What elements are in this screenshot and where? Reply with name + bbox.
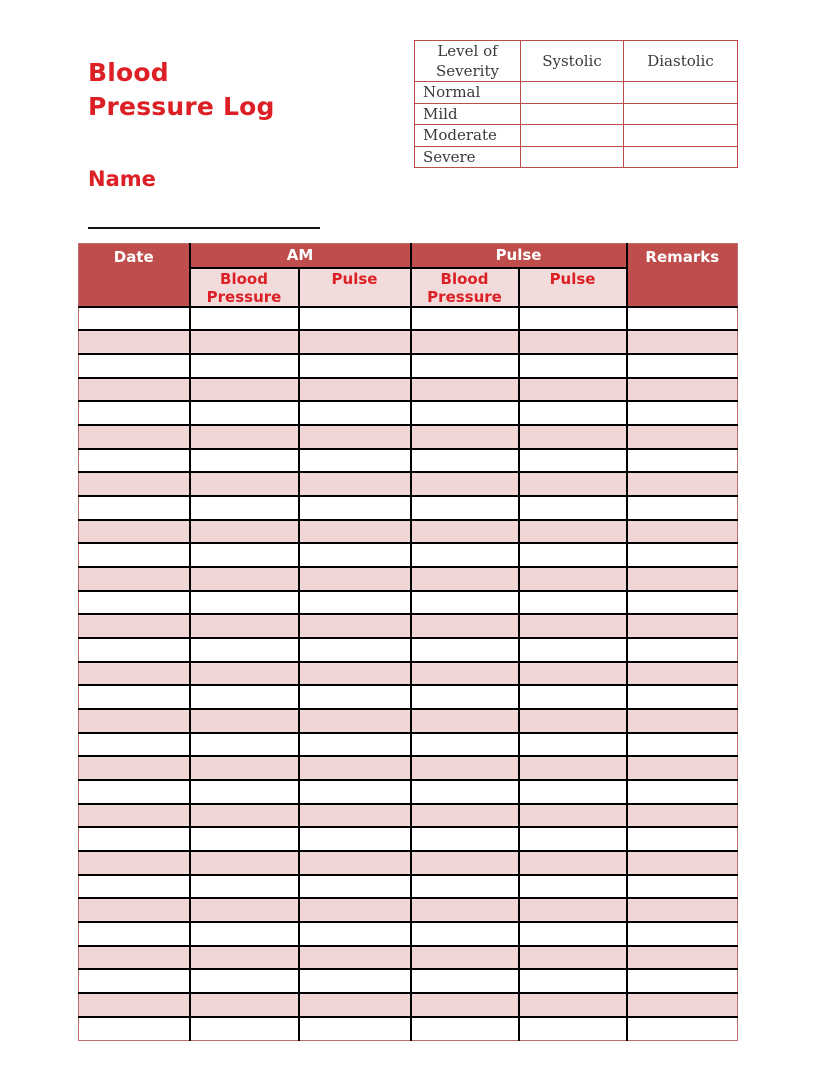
log-header-pm-group: Pulse (411, 244, 627, 268)
cell-remarks (627, 733, 738, 757)
log-row (79, 543, 738, 567)
log-row (79, 946, 738, 970)
cell-pm-pulse (519, 567, 627, 591)
cell-am-blood-pressure (190, 614, 299, 638)
severity-table (414, 40, 738, 168)
log-row (79, 496, 738, 520)
cell-pm-blood-pressure (411, 662, 519, 686)
cell-date (79, 1017, 190, 1041)
cell-date (79, 378, 190, 402)
log-row (79, 354, 738, 378)
cell-am-pulse (299, 543, 411, 567)
severity-diastolic-cell (624, 103, 738, 125)
cell-pm-blood-pressure (411, 993, 519, 1017)
cell-pm-blood-pressure (411, 1017, 519, 1041)
cell-date (79, 851, 190, 875)
cell-am-pulse (299, 1017, 411, 1041)
cell-am-blood-pressure (190, 567, 299, 591)
severity-diastolic-cell (624, 146, 738, 168)
cell-remarks (627, 709, 738, 733)
cell-date (79, 425, 190, 449)
cell-remarks (627, 804, 738, 828)
log-subheader-pm-pulse: Pulse (519, 268, 627, 307)
cell-am-pulse (299, 756, 411, 780)
cell-remarks (627, 472, 738, 496)
log-header-row (79, 244, 738, 268)
cell-am-blood-pressure (190, 425, 299, 449)
cell-am-pulse (299, 827, 411, 851)
cell-pm-blood-pressure (411, 804, 519, 828)
cell-pm-blood-pressure (411, 898, 519, 922)
cell-date (79, 567, 190, 591)
cell-am-blood-pressure (190, 969, 299, 993)
log-subheader-pm-blood-pressure: Blood Pressure (411, 268, 519, 307)
cell-am-pulse (299, 591, 411, 615)
cell-remarks (627, 638, 738, 662)
severity-level-label: Mild (415, 103, 521, 125)
cell-am-blood-pressure (190, 591, 299, 615)
name-label: Name (88, 167, 156, 191)
log-row (79, 969, 738, 993)
cell-pm-pulse (519, 330, 627, 354)
cell-am-blood-pressure (190, 638, 299, 662)
cell-pm-pulse (519, 804, 627, 828)
cell-remarks (627, 946, 738, 970)
cell-pm-pulse (519, 685, 627, 709)
severity-header-row (415, 41, 738, 82)
severity-systolic-cell (521, 125, 624, 147)
cell-remarks (627, 780, 738, 804)
cell-pm-pulse (519, 401, 627, 425)
cell-pm-blood-pressure (411, 449, 519, 473)
cell-pm-pulse (519, 591, 627, 615)
cell-am-blood-pressure (190, 662, 299, 686)
log-row (79, 378, 738, 402)
cell-am-pulse (299, 922, 411, 946)
cell-pm-blood-pressure (411, 922, 519, 946)
cell-am-blood-pressure (190, 804, 299, 828)
cell-remarks (627, 756, 738, 780)
cell-pm-pulse (519, 969, 627, 993)
cell-am-blood-pressure (190, 1017, 299, 1041)
cell-am-blood-pressure (190, 496, 299, 520)
cell-am-blood-pressure (190, 827, 299, 851)
cell-am-blood-pressure (190, 543, 299, 567)
cell-date (79, 591, 190, 615)
cell-am-pulse (299, 614, 411, 638)
cell-remarks (627, 449, 738, 473)
log-row (79, 472, 738, 496)
cell-am-pulse (299, 993, 411, 1017)
cell-pm-pulse (519, 638, 627, 662)
log-row (79, 733, 738, 757)
log-row (79, 875, 738, 899)
severity-diastolic-cell (624, 125, 738, 147)
log-row (79, 449, 738, 473)
cell-date (79, 993, 190, 1017)
log-row (79, 922, 738, 946)
cell-am-blood-pressure (190, 520, 299, 544)
cell-am-pulse (299, 330, 411, 354)
cell-remarks (627, 614, 738, 638)
cell-am-blood-pressure (190, 851, 299, 875)
cell-date (79, 472, 190, 496)
cell-pm-blood-pressure (411, 780, 519, 804)
cell-am-pulse (299, 354, 411, 378)
cell-remarks (627, 543, 738, 567)
cell-pm-pulse (519, 946, 627, 970)
cell-remarks (627, 662, 738, 686)
cell-am-pulse (299, 875, 411, 899)
cell-pm-blood-pressure (411, 969, 519, 993)
cell-pm-pulse (519, 756, 627, 780)
cell-pm-pulse (519, 307, 627, 331)
cell-remarks (627, 378, 738, 402)
log-header-am-group: AM (190, 244, 411, 268)
log-row (79, 591, 738, 615)
cell-pm-pulse (519, 709, 627, 733)
cell-pm-blood-pressure (411, 709, 519, 733)
severity-header-diastolic: Diastolic (624, 41, 738, 82)
log-row (79, 780, 738, 804)
severity-row-normal (415, 82, 738, 104)
log-table-body (79, 307, 738, 1041)
cell-pm-blood-pressure (411, 567, 519, 591)
cell-remarks (627, 875, 738, 899)
cell-remarks (627, 567, 738, 591)
log-row (79, 851, 738, 875)
cell-am-blood-pressure (190, 472, 299, 496)
log-row (79, 401, 738, 425)
cell-date (79, 354, 190, 378)
cell-am-blood-pressure (190, 875, 299, 899)
log-row (79, 756, 738, 780)
cell-date (79, 520, 190, 544)
cell-am-blood-pressure (190, 733, 299, 757)
cell-pm-pulse (519, 1017, 627, 1041)
cell-pm-pulse (519, 425, 627, 449)
log-header-remarks: Remarks (627, 244, 738, 307)
cell-am-pulse (299, 307, 411, 331)
log-row (79, 638, 738, 662)
cell-pm-blood-pressure (411, 425, 519, 449)
cell-am-blood-pressure (190, 993, 299, 1017)
log-row (79, 827, 738, 851)
severity-header-level: Level of Severity (415, 41, 521, 82)
cell-pm-blood-pressure (411, 591, 519, 615)
cell-date (79, 685, 190, 709)
cell-remarks (627, 330, 738, 354)
cell-am-pulse (299, 638, 411, 662)
cell-am-pulse (299, 709, 411, 733)
cell-remarks (627, 993, 738, 1017)
log-row (79, 520, 738, 544)
cell-pm-pulse (519, 851, 627, 875)
cell-am-pulse (299, 662, 411, 686)
cell-am-pulse (299, 378, 411, 402)
cell-date (79, 733, 190, 757)
log-row (79, 425, 738, 449)
cell-date (79, 543, 190, 567)
cell-pm-blood-pressure (411, 401, 519, 425)
cell-date (79, 401, 190, 425)
cell-remarks (627, 520, 738, 544)
cell-pm-pulse (519, 614, 627, 638)
cell-am-blood-pressure (190, 378, 299, 402)
cell-date (79, 780, 190, 804)
cell-date (79, 827, 190, 851)
log-row (79, 330, 738, 354)
cell-pm-blood-pressure (411, 472, 519, 496)
cell-remarks (627, 922, 738, 946)
cell-am-blood-pressure (190, 898, 299, 922)
cell-date (79, 307, 190, 331)
cell-remarks (627, 496, 738, 520)
severity-systolic-cell (521, 103, 624, 125)
bp-log-table (78, 243, 738, 1041)
cell-am-blood-pressure (190, 922, 299, 946)
cell-date (79, 756, 190, 780)
cell-am-blood-pressure (190, 307, 299, 331)
cell-date (79, 449, 190, 473)
cell-date (79, 330, 190, 354)
cell-remarks (627, 354, 738, 378)
log-row (79, 709, 738, 733)
cell-am-pulse (299, 851, 411, 875)
cell-am-pulse (299, 804, 411, 828)
cell-pm-pulse (519, 875, 627, 899)
cell-pm-pulse (519, 543, 627, 567)
cell-pm-blood-pressure (411, 685, 519, 709)
cell-am-blood-pressure (190, 685, 299, 709)
cell-pm-pulse (519, 449, 627, 473)
cell-pm-pulse (519, 993, 627, 1017)
document-title-line2: Pressure Log (88, 92, 275, 121)
cell-am-pulse (299, 496, 411, 520)
log-row (79, 685, 738, 709)
cell-date (79, 875, 190, 899)
cell-remarks (627, 851, 738, 875)
cell-pm-blood-pressure (411, 946, 519, 970)
cell-pm-blood-pressure (411, 638, 519, 662)
cell-pm-pulse (519, 827, 627, 851)
cell-date (79, 638, 190, 662)
cell-pm-pulse (519, 378, 627, 402)
cell-pm-blood-pressure (411, 330, 519, 354)
cell-am-blood-pressure (190, 354, 299, 378)
cell-am-pulse (299, 969, 411, 993)
cell-pm-blood-pressure (411, 520, 519, 544)
log-row (79, 1017, 738, 1041)
cell-pm-pulse (519, 662, 627, 686)
cell-remarks (627, 425, 738, 449)
cell-pm-pulse (519, 733, 627, 757)
cell-pm-pulse (519, 780, 627, 804)
cell-pm-pulse (519, 520, 627, 544)
cell-remarks (627, 969, 738, 993)
severity-row-severe (415, 146, 738, 168)
cell-pm-blood-pressure (411, 378, 519, 402)
severity-level-label: Moderate (415, 125, 521, 147)
cell-am-blood-pressure (190, 330, 299, 354)
cell-am-blood-pressure (190, 401, 299, 425)
cell-date (79, 946, 190, 970)
cell-am-blood-pressure (190, 709, 299, 733)
name-underline (88, 210, 320, 229)
cell-pm-pulse (519, 354, 627, 378)
cell-date (79, 804, 190, 828)
cell-remarks (627, 591, 738, 615)
log-subheader-am-pulse: Pulse (299, 268, 411, 307)
cell-am-pulse (299, 946, 411, 970)
cell-am-pulse (299, 685, 411, 709)
cell-am-blood-pressure (190, 756, 299, 780)
severity-row-mild (415, 103, 738, 125)
severity-systolic-cell (521, 146, 624, 168)
cell-pm-blood-pressure (411, 543, 519, 567)
log-row (79, 662, 738, 686)
cell-pm-blood-pressure (411, 307, 519, 331)
cell-am-pulse (299, 425, 411, 449)
cell-remarks (627, 307, 738, 331)
cell-remarks (627, 401, 738, 425)
cell-pm-blood-pressure (411, 851, 519, 875)
cell-pm-blood-pressure (411, 496, 519, 520)
cell-pm-pulse (519, 898, 627, 922)
log-header-date: Date (79, 244, 190, 307)
cell-date (79, 662, 190, 686)
document-title (88, 56, 275, 124)
cell-date (79, 709, 190, 733)
cell-date (79, 898, 190, 922)
cell-pm-blood-pressure (411, 614, 519, 638)
log-row (79, 993, 738, 1017)
cell-remarks (627, 898, 738, 922)
log-row (79, 614, 738, 638)
log-subheader-am-blood-pressure: Blood Pressure (190, 268, 299, 307)
cell-am-pulse (299, 401, 411, 425)
cell-am-blood-pressure (190, 449, 299, 473)
severity-row-moderate (415, 125, 738, 147)
cell-pm-blood-pressure (411, 354, 519, 378)
cell-date (79, 969, 190, 993)
cell-remarks (627, 685, 738, 709)
cell-am-pulse (299, 472, 411, 496)
cell-pm-blood-pressure (411, 875, 519, 899)
cell-date (79, 922, 190, 946)
cell-pm-blood-pressure (411, 827, 519, 851)
cell-pm-pulse (519, 472, 627, 496)
log-row (79, 567, 738, 591)
severity-level-label: Severe (415, 146, 521, 168)
cell-pm-pulse (519, 922, 627, 946)
cell-am-pulse (299, 898, 411, 922)
cell-am-pulse (299, 449, 411, 473)
severity-diastolic-cell (624, 82, 738, 104)
severity-systolic-cell (521, 82, 624, 104)
severity-header-systolic: Systolic (521, 41, 624, 82)
cell-am-blood-pressure (190, 780, 299, 804)
cell-am-pulse (299, 520, 411, 544)
log-row (79, 804, 738, 828)
log-row (79, 898, 738, 922)
cell-am-pulse (299, 733, 411, 757)
cell-remarks (627, 1017, 738, 1041)
cell-pm-blood-pressure (411, 756, 519, 780)
log-row (79, 307, 738, 331)
cell-am-pulse (299, 780, 411, 804)
cell-date (79, 614, 190, 638)
cell-pm-pulse (519, 496, 627, 520)
cell-pm-blood-pressure (411, 733, 519, 757)
cell-remarks (627, 827, 738, 851)
cell-date (79, 496, 190, 520)
cell-am-blood-pressure (190, 946, 299, 970)
cell-am-pulse (299, 567, 411, 591)
document-title-line1: Blood (88, 58, 169, 87)
severity-level-label: Normal (415, 82, 521, 104)
